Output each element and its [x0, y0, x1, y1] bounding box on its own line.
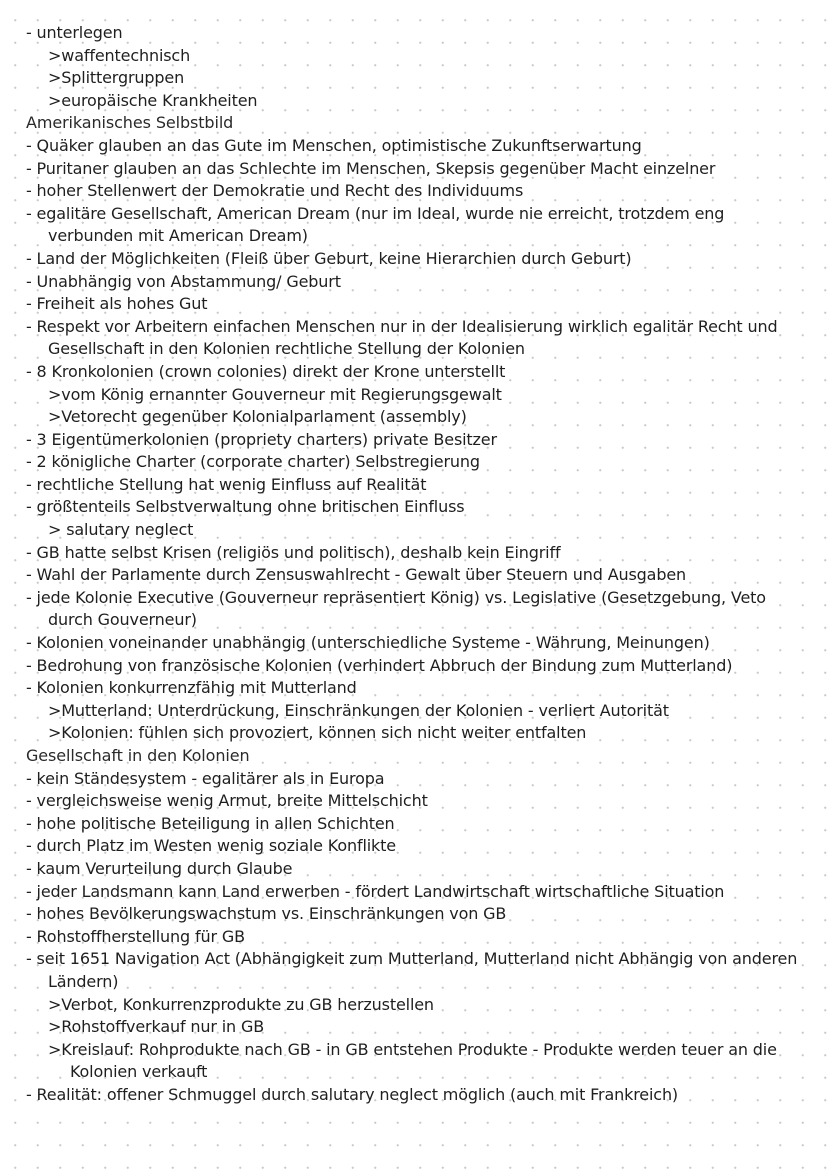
- bullet-line: - vergleichsweise wenig Armut, breite Mittelschicht: [26, 791, 428, 811]
- bullet-line: - 2 königliche Charter (corporate charter) Selbstregierung: [26, 452, 480, 472]
- bullet-line: - GB hatte selbst Krisen (religiös und politisch), deshalb kein Eingriff: [26, 542, 561, 562]
- bullet-line: - durch Platz im Westen wenig soziale Konflikte: [26, 836, 396, 856]
- bullet-line: - jeder Landsmann kann Land erwerben - fördert Landwirtschaft wirtschaftliche Situation: [26, 881, 725, 901]
- bullet-line: - Respekt vor Arbeitern einfachen Menschen nur in der Idealisierung wirklich egalitär Recht und: [26, 316, 778, 336]
- sub-line: Ländern): [48, 971, 119, 991]
- sub-line: >waffentechnisch: [48, 45, 191, 65]
- bullet-line: - 8 Kronkolonien (crown colonies) direkt der Krone unterstellt: [26, 361, 506, 381]
- bullet-line: - hohe politische Beteiligung in allen Schichten: [26, 813, 395, 833]
- bullet-line: - Wahl der Parlamente durch Zensuswahlrecht - Gewalt über Steuern und Ausgaben: [26, 565, 687, 585]
- bullet-line: - Puritaner glauben an das Schlechte im Menschen, Skepsis gegenüber Macht einzelner: [26, 158, 716, 178]
- bullet-line: - Land der Möglichkeiten (Fleiß über Geburt, keine Hierarchien durch Geburt): [26, 248, 632, 268]
- bullet-line: - Rohstoffherstellung für GB: [26, 926, 245, 946]
- bullet-line: - hohes Bevölkerungswachstum vs. Einschränkungen von GB: [26, 904, 507, 924]
- bullet-line: - kein Ständesystem - egalitärer als in Europa: [26, 768, 385, 788]
- bullet-line: - unterlegen: [26, 23, 123, 42]
- bullet-line: - Quäker glauben an das Gute im Menschen, optimistische Zukunftserwartung: [26, 135, 642, 155]
- bullet-line: - Freiheit als hohes Gut: [26, 294, 208, 314]
- sub-line: >Verbot, Konkurrenzprodukte zu GB herzustellen: [48, 994, 434, 1014]
- sub-line: >Rohstoffverkauf nur in GB: [48, 1017, 265, 1037]
- bullet-line: - Realität: offener Schmuggel durch salutary neglect möglich (auch mit Frankreich): [26, 1084, 679, 1104]
- sub-line: >vom König ernannter Gouverneur mit Regierungsgewalt: [48, 384, 502, 404]
- bullet-line: - egalitäre Gesellschaft, American Dream (nur im Ideal, wurde nie erreicht, trotzdem eng: [26, 203, 725, 223]
- bullet-line: - Unabhängig von Abstammung/ Geburt: [26, 271, 341, 291]
- bullet-line: - rechtliche Stellung hat wenig Einfluss auf Realität: [26, 474, 427, 494]
- bullet-line: - 3 Eigentümerkolonien (propriety charters) private Besitzer: [26, 429, 497, 449]
- sub-line: >Splittergruppen: [48, 68, 185, 88]
- bullet-line: - seit 1651 Navigation Act (Abhängigkeit zum Mutterland, Mutterland nicht Abhängig von anderen: [26, 949, 798, 969]
- sub-line: > salutary neglect: [48, 520, 194, 540]
- sub-line: >europäische Krankheiten: [48, 90, 258, 110]
- bullet-line: - Kolonien konkurrenzfähig mit Mutterland: [26, 678, 357, 698]
- bullet-line: - Bedrohung von französische Kolonien (verhindert Abbruch der Bindung zum Mutterland): [26, 655, 733, 675]
- bullet-line: - jede Kolonie Executive (Gouverneur repräsentiert König) vs. Legislative (Gesetzgebung, Veto: [26, 587, 766, 607]
- sub-line: >Mutterland: Unterdrückung, Einschränkungen der Kolonien - verliert Autorität: [48, 700, 669, 720]
- sub-line: >Kreislauf: Rohprodukte nach GB - in GB entstehen Produkte - Produkte werden teuer an die: [48, 1039, 777, 1059]
- section-heading: Gesellschaft in den Kolonien: [26, 746, 250, 765]
- sub-line: Gesellschaft in den Kolonien rechtliche Stellung der Kolonien: [48, 339, 525, 359]
- bullet-line: - kaum Verurteilung durch Glaube: [26, 858, 293, 878]
- document-body: [26, 22, 816, 1107]
- sub-line: durch Gouverneur): [48, 610, 197, 630]
- bullet-line: - größtenteils Selbstverwaltung ohne britischen Einfluss: [26, 497, 465, 517]
- sub-line: >Kolonien: fühlen sich provoziert, können sich nicht weiter entfalten: [48, 723, 587, 743]
- bullet-line: - Kolonien voneinander unabhängig (unterschiedliche Systeme - Währung, Meinungen): [26, 633, 710, 653]
- sub-line: Kolonien verkauft: [70, 1062, 208, 1082]
- section-heading: Amerikanisches Selbstbild: [26, 113, 234, 133]
- sub-line: >Vetorecht gegenüber Kolonialparlament (assembly): [48, 407, 467, 427]
- sub-line: verbunden mit American Dream): [48, 226, 308, 246]
- bullet-line: - hoher Stellenwert der Demokratie und Recht des Individuums: [26, 181, 524, 201]
